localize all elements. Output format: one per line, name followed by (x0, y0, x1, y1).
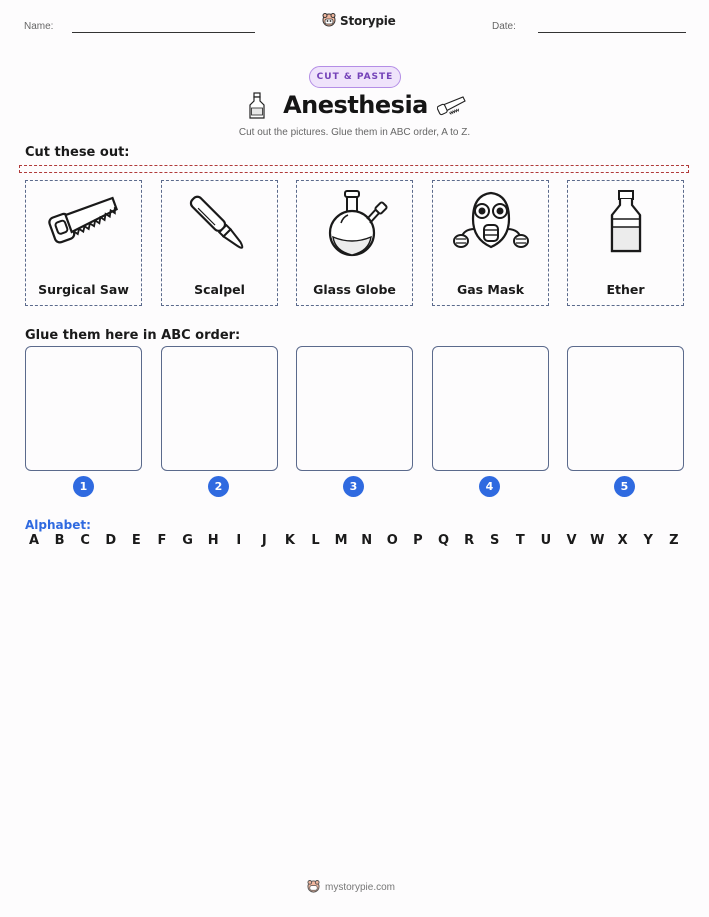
alphabet-letter: C (80, 533, 90, 548)
glue-slot-1[interactable] (25, 346, 142, 471)
alphabet-letter: K (284, 533, 295, 548)
card-label: Scalpel (194, 282, 245, 297)
alphabet-letter: T (515, 533, 525, 548)
alphabet-letter: B (54, 533, 65, 548)
alphabet-letter: E (131, 533, 141, 548)
slot-number-badge: 4 (479, 476, 500, 497)
bottle-icon (248, 92, 266, 120)
alphabet-letter: D (105, 533, 117, 548)
card-label: Ether (606, 282, 645, 297)
footer-url: mystorypie.com (325, 881, 396, 893)
alphabet-letter: Y (643, 533, 653, 548)
cut-card-ether[interactable] (567, 180, 684, 306)
card-label: Surgical Saw (38, 282, 129, 297)
cut-card-gas-mask[interactable] (432, 180, 549, 306)
name-label: Name: (24, 21, 54, 32)
slot-number-badge: 2 (208, 476, 229, 497)
cut-paste-badge: CUT & PASTE (309, 66, 401, 88)
alphabet-letter: Q (437, 533, 450, 548)
alphabet-letter: N (361, 533, 373, 548)
storypie-mascot-icon (322, 13, 336, 28)
alphabet-letter: S (490, 533, 500, 548)
cut-heading: Cut these out: (25, 145, 130, 160)
date-line[interactable] (538, 32, 686, 33)
alphabet-row (27, 533, 681, 548)
date-label: Date: (492, 21, 516, 32)
glue-slot-2[interactable] (161, 346, 278, 471)
glue-heading: Glue them here in ABC order: (25, 328, 241, 343)
alphabet-letter: X (617, 533, 628, 548)
glue-slot-4[interactable] (432, 346, 549, 471)
saw-icon (437, 96, 467, 116)
alphabet-letter: R (464, 533, 475, 548)
storypie-mascot-icon (307, 880, 320, 894)
card-label: Glass Globe (313, 282, 396, 297)
cut-line (19, 165, 689, 173)
gas-mask-icon (451, 189, 531, 255)
alphabet-letter: P (413, 533, 423, 548)
alphabet-letter: L (311, 533, 320, 548)
slot-number-badge: 5 (614, 476, 635, 497)
alphabet-letter: H (207, 533, 219, 548)
brand-logo (322, 13, 396, 28)
instructions: Cut out the pictures. Glue them in ABC order, A to Z. (238, 127, 471, 138)
alphabet-heading: Alphabet: (25, 518, 91, 532)
alphabet-letter: A (28, 533, 40, 548)
glass-globe-icon (315, 189, 395, 259)
glue-slot-5[interactable] (567, 346, 684, 471)
cut-card-glass-globe[interactable] (296, 180, 413, 306)
scalpel-icon (180, 189, 260, 257)
brand-name: Storypie (340, 13, 396, 28)
alphabet-letter: I (236, 533, 242, 548)
glue-slot-3[interactable] (296, 346, 413, 471)
alphabet-letter: U (540, 533, 552, 548)
cut-card-scalpel[interactable] (161, 180, 278, 306)
alphabet-letter: M (334, 533, 348, 548)
name-line[interactable] (72, 32, 255, 33)
page-title: Anesthesia (283, 91, 428, 119)
alphabet-letter: W (590, 533, 605, 548)
surgical-saw-icon (44, 189, 124, 249)
card-label: Gas Mask (456, 282, 525, 297)
alphabet-letter: F (157, 533, 167, 548)
slot-number-badge: 3 (343, 476, 364, 497)
cut-card-surgical-saw[interactable] (25, 180, 142, 306)
alphabet-letter: G (182, 533, 193, 548)
alphabet-letter: O (386, 533, 398, 548)
ether-bottle-icon (586, 189, 666, 255)
slot-number-badge: 1 (73, 476, 94, 497)
alphabet-letter: Z (669, 533, 679, 548)
alphabet-letter: V (566, 533, 577, 548)
footer (307, 880, 395, 894)
alphabet-letter: J (261, 533, 267, 548)
